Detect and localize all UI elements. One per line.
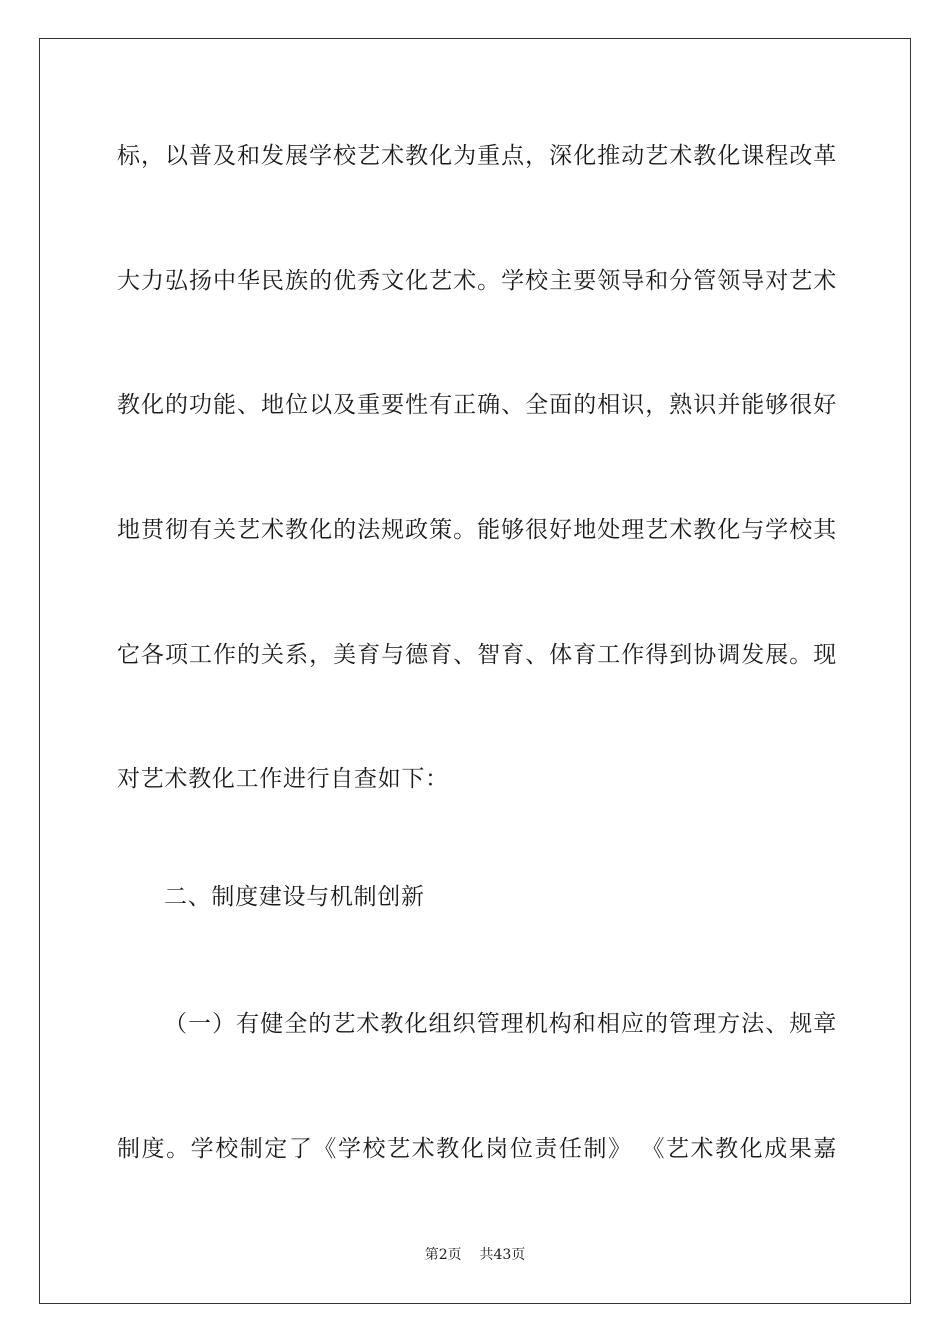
body-line-8: （一）有健全的艺术教化组织管理机构和相应的管理方法、规章 (164, 1011, 837, 1037)
section-heading: 二、制度建设与机制创新 (164, 884, 425, 910)
body-line-4: 地贯彻有关艺术教化的法规政策。能够很好地处理艺术教化与学校其 (117, 517, 837, 543)
page-number: 第2页 (424, 1247, 462, 1263)
page-total: 共43页 (479, 1247, 526, 1263)
body-line-5: 它各项工作的关系，美育与德育、智育、体育工作得到协调发展。现 (117, 642, 837, 668)
body-line-6: 对艺术教化工作进行自查如下： (117, 766, 449, 792)
page-footer (0, 1246, 950, 1264)
body-line-3: 教化的功能、地位以及重要性有正确、全面的相识，熟识并能够很好 (117, 392, 837, 418)
body-line-1: 标，以普及和发展学校艺术教化为重点，深化推动艺术教化课程改革 (117, 143, 837, 169)
body-line-9: 制度。学校制定了《学校艺术教化岗位责任制》 《艺术教化成果嘉 (117, 1136, 837, 1162)
page-border (39, 38, 911, 1304)
body-line-2: 大力弘扬中华民族的优秀文化艺术。学校主要领导和分管领导对艺术 (117, 268, 837, 294)
